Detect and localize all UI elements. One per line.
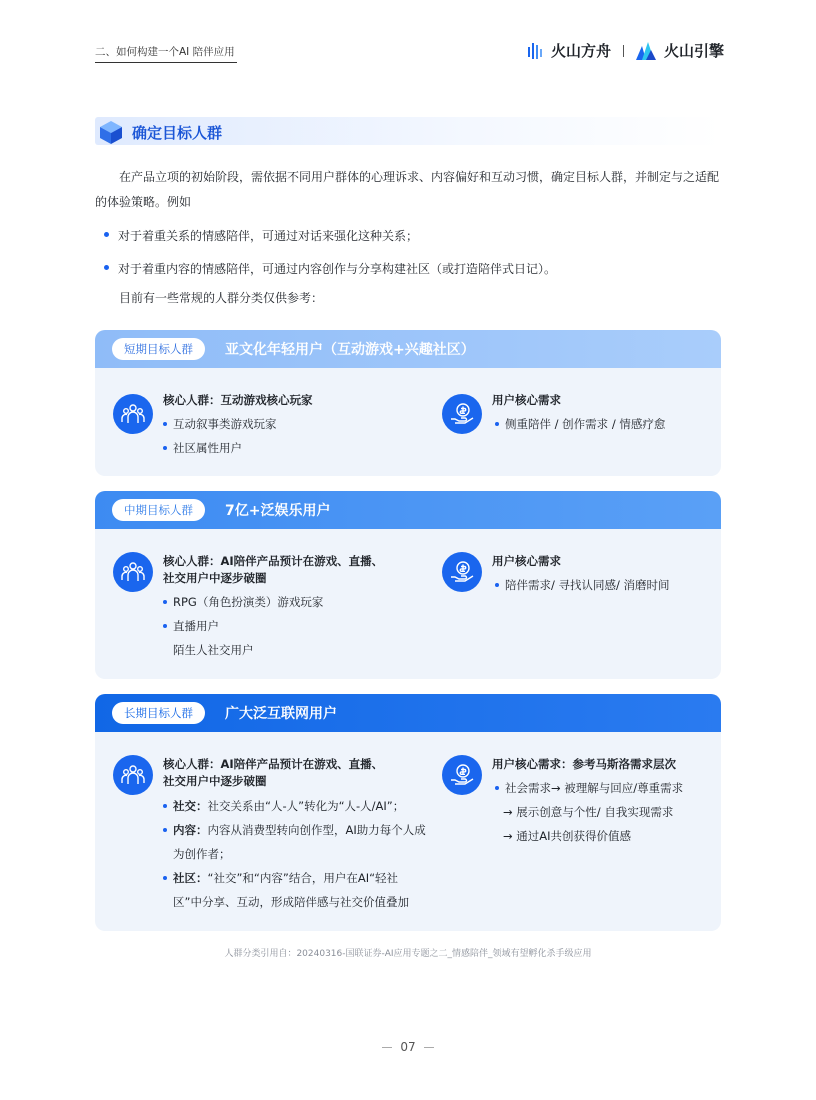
card-title: 亚文化年轻用户（互动游戏+兴趣社区） [225, 342, 475, 358]
core-group-item [173, 870, 398, 887]
card-tag: 中期目标人群 [112, 499, 205, 521]
core-group-item: 直播用户 [173, 619, 219, 633]
target-card-mid-term [95, 491, 721, 679]
intro-bullet-1: 对于着重关系的情感陪伴，可通过对话来强化这种关系； [118, 229, 419, 243]
item-label: 社区： [173, 871, 208, 885]
intro-bullet-2: 对于着重内容的情感陪伴，可通过内容创作与分享构建社区（或打造陪伴式日记）。 [118, 262, 557, 276]
core-group-item: 社区属性用户 [173, 441, 242, 455]
hand-money-icon [442, 394, 482, 434]
brand-logos [527, 40, 724, 61]
page-number-text: 07 [400, 1040, 416, 1054]
page-number [0, 1040, 816, 1054]
core-need-title: 用户核心需求：参考马斯洛需求层次 [492, 757, 676, 771]
card-header [95, 330, 721, 368]
brand-right-text: 火山引擎 [663, 42, 724, 60]
hand-money-icon [442, 755, 482, 795]
card-header [95, 491, 721, 529]
brand-left-text: 火山方舟 [550, 42, 611, 60]
volcano-ark-logo-icon [527, 41, 543, 61]
core-group-title: 核心人群：AI陪伴产品预计在游戏、直播、 [163, 757, 384, 771]
core-need-title: 用户核心需求 [492, 393, 561, 407]
core-group-item [173, 798, 404, 815]
intro-note: 目前有一些常规的人群分类仅供参考： [119, 291, 324, 305]
target-card-long-term [95, 694, 721, 931]
core-group-item-cont: 为创作者； [173, 847, 231, 861]
item-text: 社交关系由“人-人”转化为“人-人/AI”； [207, 799, 405, 813]
group-people-icon [113, 394, 153, 434]
target-card-short-term [95, 330, 721, 476]
core-group-item: 陌生人社交用户 [173, 643, 254, 657]
page-dash-right [424, 1047, 434, 1048]
core-need-item: 社会需求→ 被理解与回应/尊重需求 [505, 781, 684, 795]
core-group-title-line2: 社交用户中逐步破圈 [163, 774, 267, 788]
volcano-engine-logo-icon [636, 42, 656, 60]
card-header [95, 694, 721, 732]
item-text: “社交”和“内容”结合，用户在AI“轻社 [207, 871, 399, 885]
card-title: 广大泛互联网用户 [225, 706, 337, 722]
item-text: 内容从消费型转向创作型，AI助力每个人成 [207, 823, 426, 837]
source-footnote: 人群分类引用自：20240316-国联证券-AI应用专题之二_情感陪伴_领域有望孵化杀手级应用 [224, 949, 592, 959]
header-underline [95, 62, 237, 63]
core-need-title: 用户核心需求 [492, 554, 561, 568]
intro-paragraph: 在产品立项的初始阶段，需依据不同用户群体的心理诉求、内容偏好和互动习惯，确定目标人群，并制定与之适配的体验策略。例如 [95, 170, 720, 209]
brand-separator [623, 45, 624, 57]
core-group-item [173, 822, 426, 839]
card-tag: 长期目标人群 [112, 702, 205, 724]
header-section-label [95, 44, 235, 59]
header-section-text: 二、如何构建一个AI 陪伴应用 [95, 46, 235, 58]
card-title: 7亿+泛娱乐用户 [225, 503, 331, 519]
core-group-title-line2: 社交用户中逐步破圈 [163, 571, 267, 585]
core-group-item: RPG（角色扮演类）游戏玩家 [173, 595, 324, 609]
card-tag: 短期目标人群 [112, 338, 205, 360]
core-need-item: 陪伴需求/ 寻找认同感/ 消磨时间 [505, 578, 670, 592]
group-people-icon [113, 552, 153, 592]
item-label: 内容： [173, 823, 208, 837]
section-title-bar [95, 117, 721, 145]
core-need-item: → 展示创意与个性/ 自我实现需求 [503, 805, 674, 819]
core-group-item-cont: 区”中分享、互动，形成陪伴感与社交价值叠加 [173, 895, 409, 909]
core-need-item: → 通过AI共创获得价值感 [503, 829, 632, 843]
section-title: 确定目标人群 [132, 124, 223, 142]
core-group-item: 互动叙事类游戏玩家 [173, 417, 277, 431]
core-need-item: 侧重陪伴 / 创作需求 / 情感疗愈 [505, 417, 666, 431]
core-group-title: 核心人群：AI陪伴产品预计在游戏、直播、 [163, 554, 384, 568]
core-group-title: 核心人群：互动游戏核心玩家 [163, 393, 313, 407]
cube-icon [97, 119, 125, 145]
hand-money-icon [442, 552, 482, 592]
group-people-icon [113, 755, 153, 795]
item-label: 社交： [173, 799, 208, 813]
page-dash-left [382, 1047, 392, 1048]
